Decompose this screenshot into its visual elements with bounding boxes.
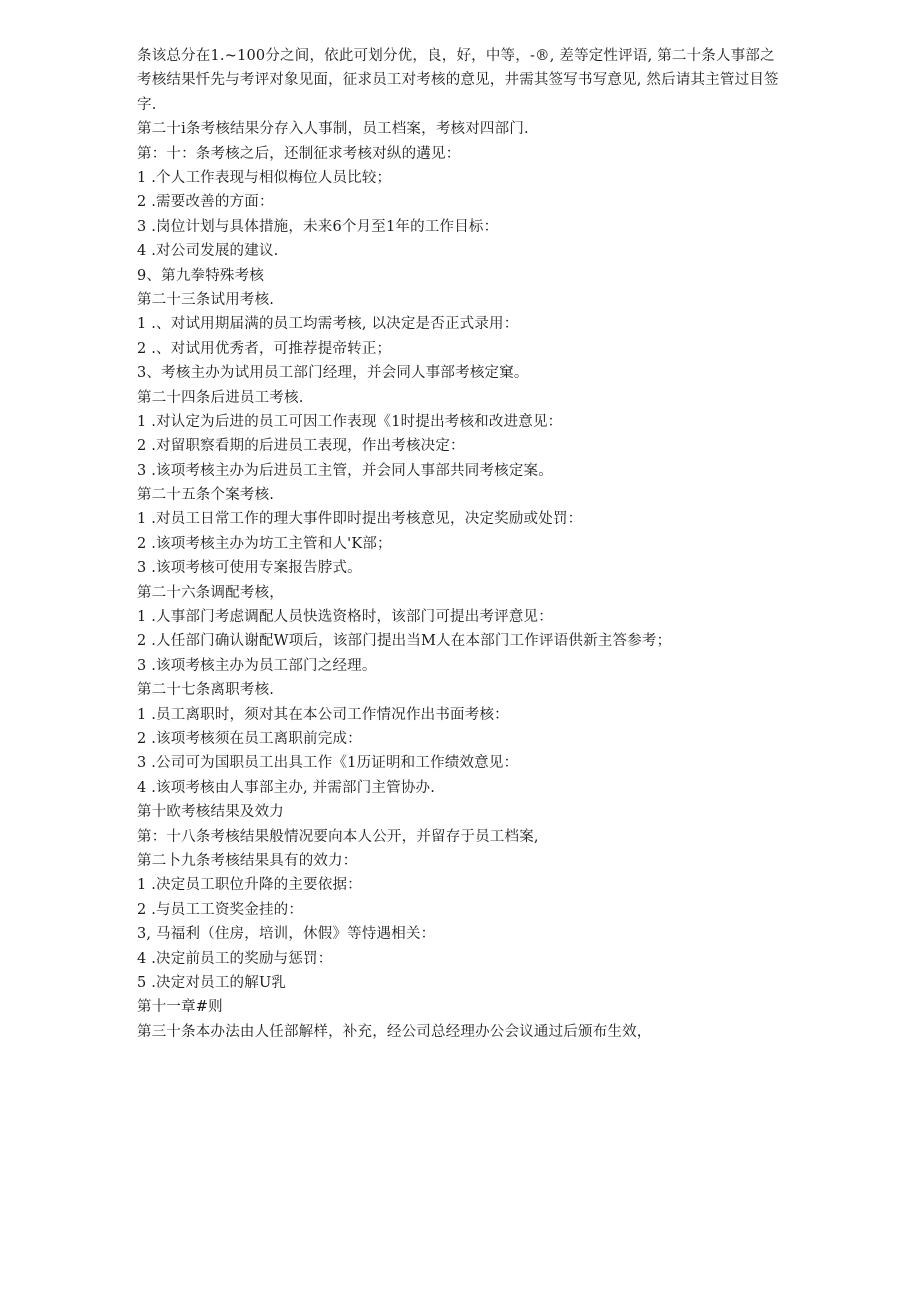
article-23-heading: 第二十三条试用考核. bbox=[137, 291, 275, 308]
article-25-heading: 第二十五条个案考核. bbox=[137, 487, 275, 504]
list-item: 3、考核主办为试用员工部门经理，并会同人事部考核定窠。 bbox=[137, 365, 529, 382]
list-item: 2 .、对试用优秀者，可推荐提帝转正； bbox=[137, 340, 392, 357]
list-item: 4 .对公司发展的建议. bbox=[137, 243, 279, 260]
article-29-heading: 第二卜九条考核结果具有的效力： bbox=[137, 852, 358, 869]
article-28-disclosure: 第：十八条考核结果般情况要向本人公开，并留存于员工档案, bbox=[137, 828, 539, 845]
list-item: 4 .决定前员工的奖励与惩罚： bbox=[137, 950, 333, 967]
chapter-11-heading: 第十一章#则 bbox=[137, 999, 223, 1016]
list-item: 3, 马福利（住房，培训，休假》等恃遇相关： bbox=[137, 926, 436, 943]
list-item: 1 .个人工作表现与相似梅位人员比较； bbox=[137, 170, 392, 186]
list-item: 1 .决定员工职位升降的主要依据： bbox=[137, 877, 362, 894]
paragraph-scoring-range: 条该总分在1.~100分之间，依此可划分优，良，好，中等，-®, 差等定性评语, 第二十条人事部之考核结果忏先与考评对象见面，征求员工对考核的意见，井需其签写书写意见, 然后请其主管过目签字. bbox=[137, 48, 779, 113]
list-item: 3 .该项考核主办为员工部门之经理。 bbox=[137, 657, 377, 674]
list-item: 1 .员工离职时，须对其在本公司工作情况作出书面考核： bbox=[137, 706, 509, 723]
document-page bbox=[137, 44, 787, 1044]
list-item: 3 .公司可为国职员工出具工作《1历证明和工作绩效意见： bbox=[137, 755, 519, 772]
chapter-9-heading: 9、第九拳特殊考核 bbox=[137, 267, 265, 284]
article-24-heading: 第二十四条后进员工考核. bbox=[137, 389, 304, 406]
list-item: 3 .岗位计划与具体措施，未来6个月至1年的工作目标： bbox=[137, 218, 499, 235]
article-22-post-review-feedback: 第：十：条考核之后，还制征求考核对纵的遘见： bbox=[137, 145, 461, 162]
chapter-10-heading: 第十欧考核结果及效力 bbox=[137, 804, 284, 821]
article-21-results-filing: 第二十i条考核结果分存入人事制，员工档案，考核对四部门. bbox=[137, 121, 529, 138]
list-item: 1 .、对试用期届满的员工均需考核, 以决定是否正式录用： bbox=[137, 316, 519, 333]
list-item: 1 .对员工日常工作的理大事件即时提出考核意见，决定奖励或处罚： bbox=[137, 511, 583, 528]
list-item: 2 .对留职察看期的后进员工表现，作出考核决定： bbox=[137, 438, 465, 455]
list-item: 2 .该项考核主办为坊工主管和人'K部； bbox=[137, 535, 392, 552]
list-item: 2 .与员工工资奖金挂的： bbox=[137, 901, 304, 918]
list-item: 3 .该项考核可使用专案报告脖式。 bbox=[137, 560, 362, 577]
article-27-heading: 第二十七条离职考核. bbox=[137, 682, 275, 699]
article-30-effective: 第三十条本办法由人任部解样，补充，经公司总经理办公会议通过后颁布生效， bbox=[137, 1023, 652, 1040]
list-item: 2 .人任部门确认谢配W项后，该部门提出当M人在本部门工作评语供新主答参考； bbox=[137, 633, 672, 650]
list-item: 5 .决定对员工的解U乳 bbox=[137, 974, 287, 991]
article-26-heading: 第二十六条调配考核， bbox=[137, 584, 284, 601]
list-item: 2 .需要改善的方面： bbox=[137, 194, 274, 211]
list-item: 2 .该项考核须在员工离职前完成： bbox=[137, 730, 362, 747]
list-item: 1 .人事部门考虑调配人员快选资格时，该部门可提出考评意见： bbox=[137, 609, 553, 626]
list-item: 3 .该项考核主办为后进员工主管，并会同人事部共同考核定案。 bbox=[137, 462, 553, 479]
list-item: 4 .该项考核由人事部主办, 并需部门主管协办. bbox=[137, 779, 436, 796]
list-item: 1 .对认定为后进的员工可因工作表现《1时提出考核和改进意见： bbox=[137, 413, 563, 430]
